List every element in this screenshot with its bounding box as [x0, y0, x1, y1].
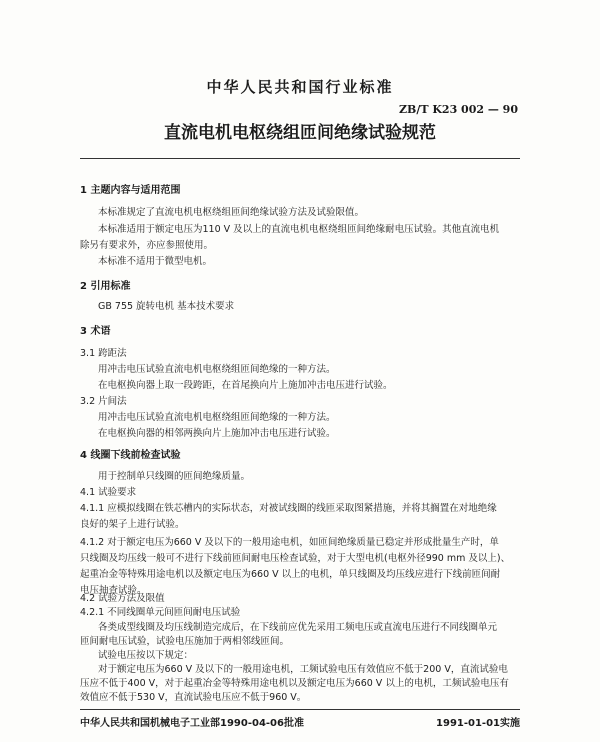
section-2-heading: 2 引用标准: [80, 281, 131, 292]
s1-paragraph: 本标准不适用于微型电机。: [98, 256, 213, 267]
clause-heading: 4.1 试验要求: [80, 487, 137, 498]
clause-text: 匝间耐电压试验，试验电压施加于两相邻线匝间。: [80, 636, 290, 647]
footer-divider: [80, 709, 520, 710]
header-divider: [80, 158, 520, 159]
clause-text: 对于额定电压为660 V 及以下的一般用途电机，工频试验电压有效值应不低于200 V，直流试验电: [98, 664, 508, 675]
s1-paragraph: 本标准规定了直流电机电枢绕组匝间绝缘试验方法及试验限值。: [98, 207, 365, 218]
s1-paragraph: 除另有要求外，亦应参照使用。: [80, 240, 214, 251]
term-text: 在电枢换向器上取一段跨距，在首尾换向片上施加冲击电压进行试验。: [98, 380, 393, 391]
clause-text: 良好的架子上进行试验。: [80, 519, 185, 530]
clause-text: 4.1.2 对于额定电压为660 V 及以下的一般用途电机，如匝间绝缘质量已稳定并形成批量生产时，单: [80, 537, 499, 548]
term-text: 在电枢换向器的相邻两换向片上施加冲击电压进行试验。: [98, 428, 336, 439]
clause-text: 各类成型线圈及均压线制造完成后，在下线前应优先采用工频电压或直流电压进行不同线圈单元: [98, 622, 498, 633]
clause-text: 试验电压按以下规定：: [98, 650, 194, 661]
clause-heading: 4.2.1 不同线圈单元间匝间耐电压试验: [80, 607, 241, 618]
clause-heading: 4.2 试验方法及限值: [80, 593, 165, 604]
effective-date: 1991-01-01实施: [436, 718, 520, 729]
reference-item: GB 755 旋转电机 基本技术要求: [98, 301, 235, 312]
s4-intro: 用于控制单只线圈的匝间绝缘质量。: [98, 471, 251, 482]
section-4-heading: 4 线圈下线前检查试验: [80, 450, 181, 461]
approval-note: 中华人民共和国机械电子工业部1990-04-06批准: [80, 718, 304, 729]
clause-text: 压应不低于400 V，对于起重冶金等特殊用途电机以及额定电压为660 V 以上的电机，工频试验电压有: [80, 678, 509, 689]
standard-code: ZB/T K23 002 — 90: [399, 103, 518, 116]
term-title: 3.1 跨距法: [80, 348, 127, 359]
clause-text: 只线圈及均压线一般可不进行下线前匝间耐电压检查试验，对于大型电机(电枢外径990 mm 及以上)、: [80, 553, 511, 564]
term-text: 用冲击电压试验直流电机电枢绕组匝间绝缘的一种方法。: [98, 412, 336, 423]
section-3-heading: 3 术语: [80, 326, 111, 337]
term-text: 用冲击电压试验直流电机电枢绕组匝间绝缘的一种方法。: [98, 364, 336, 375]
clause-text: 4.1.1 应模拟线圈在铁芯槽内的实际状态，对被试线圈的线匝采取图紧措施，并将其搁置在对地绝缘: [80, 503, 497, 514]
clause-text: 电压抽查试验。: [80, 585, 147, 596]
document-title: 直流电机电枢绕组匝间绝缘试验规范: [164, 123, 436, 143]
s1-paragraph: 本标准适用于额定电压为110 V 及以上的直流电机电枢绕组匝间绝缘耐电压试验。其他直流电机: [98, 224, 500, 235]
issuing-organization: 中华人民共和国行业标准: [206, 78, 394, 96]
clause-text: 效值应不低于530 V，直流试验电压应不低于960 V。: [80, 692, 307, 703]
section-1-heading: 1 主题内容与适用范围: [80, 185, 181, 196]
term-title: 3.2 片间法: [80, 396, 127, 407]
clause-text: 起重冶金等特殊用途电机以及额定电压为660 V 以上的电机，单只线圈及均压线应进行下线前匝间耐: [80, 569, 501, 580]
